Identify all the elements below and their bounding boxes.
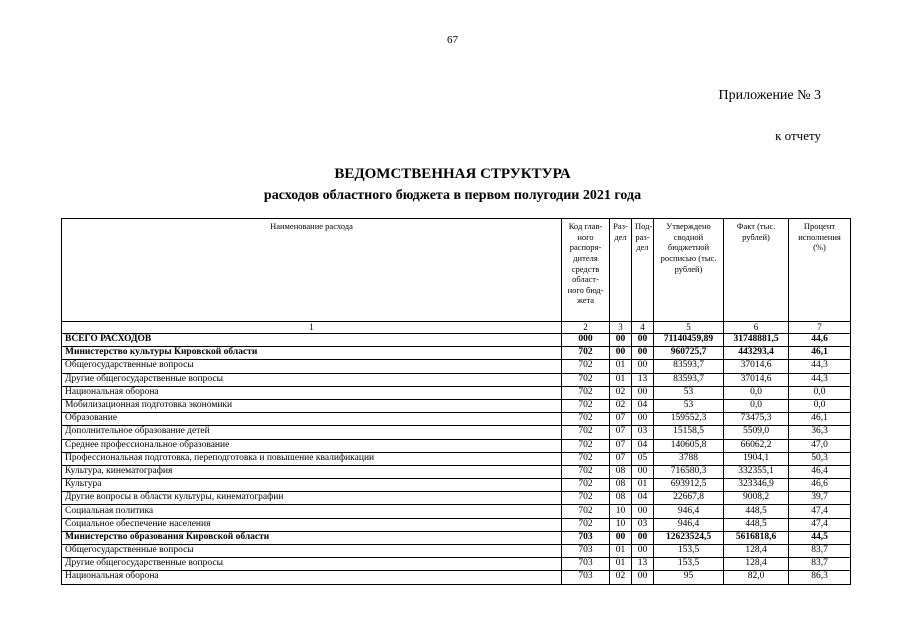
fact-amount-cell: 128,4: [724, 545, 789, 558]
percent-cell: 47,4: [789, 518, 851, 531]
subsection-cell: 03: [632, 426, 654, 439]
fact-amount-cell: 9008,2: [724, 492, 789, 505]
fact-amount-cell: 66062,2: [724, 439, 789, 452]
expense-name-cell: Общегосударственные вопросы: [62, 545, 562, 558]
expense-name-cell: Дополнительное образование детей: [62, 426, 562, 439]
expense-name-cell: Социальная политика: [62, 505, 562, 518]
table-row: [62, 571, 851, 584]
fact-amount-cell: 82,0: [724, 571, 789, 584]
approved-amount-cell: 22667,8: [654, 492, 724, 505]
section-cell: 02: [610, 386, 632, 399]
column-number: 7: [789, 322, 851, 334]
subsection-cell: 13: [632, 558, 654, 571]
percent-cell: 44,3: [789, 373, 851, 386]
manager-code-cell: 702: [562, 426, 610, 439]
table-row: [62, 439, 851, 452]
expense-name-cell: Общегосударственные вопросы: [62, 360, 562, 373]
fact-amount-cell: 5616818,6: [724, 531, 789, 544]
manager-code-cell: 702: [562, 360, 610, 373]
fact-amount-cell: 323346,9: [724, 479, 789, 492]
section-cell: 08: [610, 492, 632, 505]
approved-amount-cell: 53: [654, 386, 724, 399]
percent-cell: 83,7: [789, 545, 851, 558]
fact-amount-cell: 31748881,5: [724, 334, 789, 347]
expense-name-cell: Другие вопросы в области культуры, кинематографии: [62, 492, 562, 505]
expense-name-cell: ВСЕГО РАСХОДОВ: [62, 334, 562, 347]
document-subtitle: расходов областного бюджета в первом полугодии 2021 года: [263, 188, 642, 203]
section-cell: 07: [610, 452, 632, 465]
percent-cell: 47,0: [789, 439, 851, 452]
section-cell: 10: [610, 518, 632, 531]
table-row: [62, 558, 851, 571]
fact-amount-cell: 0,0: [724, 386, 789, 399]
page-number: 67: [447, 34, 458, 46]
column-number: 5: [654, 322, 724, 334]
fact-amount-cell: 37014,6: [724, 373, 789, 386]
annex-label: Приложение № 3: [718, 88, 821, 103]
fact-amount-cell: 128,4: [724, 558, 789, 571]
approved-amount-cell: 15158,5: [654, 426, 724, 439]
header-percent: Процент исполнения (%): [789, 219, 851, 322]
section-cell: 02: [610, 399, 632, 412]
percent-cell: 44,5: [789, 531, 851, 544]
percent-cell: 39,7: [789, 492, 851, 505]
percent-cell: 86,3: [789, 571, 851, 584]
header-expense-name: Наименование расхода: [62, 219, 562, 322]
approved-amount-cell: 83593,7: [654, 360, 724, 373]
subsection-cell: 00: [632, 334, 654, 347]
budget-table: [61, 218, 851, 585]
column-number-row: [62, 322, 851, 334]
expense-name-cell: Министерство образования Кировской области: [62, 531, 562, 544]
table-row: [62, 492, 851, 505]
manager-code-cell: 702: [562, 518, 610, 531]
expense-name-cell: Национальная оборона: [62, 386, 562, 399]
percent-cell: 46,6: [789, 479, 851, 492]
expense-name-cell: Среднее профессиональное образование: [62, 439, 562, 452]
manager-code-cell: 703: [562, 531, 610, 544]
expense-name-cell: Другие общегосударственные вопросы: [62, 373, 562, 386]
table-header-row: [62, 219, 851, 322]
percent-cell: 83,7: [789, 558, 851, 571]
manager-code-cell: 702: [562, 386, 610, 399]
table-row: [62, 373, 851, 386]
expense-name-cell: Национальная оборона: [62, 571, 562, 584]
manager-code-cell: 703: [562, 571, 610, 584]
header-approved: Утверждено сводной бюджетной росписью (тыс. рублей): [654, 219, 724, 322]
manager-code-cell: 000: [562, 334, 610, 347]
subsection-cell: 04: [632, 439, 654, 452]
subsection-cell: 03: [632, 518, 654, 531]
table-row: [62, 360, 851, 373]
table-body: [62, 334, 851, 585]
manager-code-cell: 702: [562, 492, 610, 505]
manager-code-cell: 702: [562, 479, 610, 492]
table-row: [62, 426, 851, 439]
subsection-cell: 04: [632, 399, 654, 412]
percent-cell: 0,0: [789, 386, 851, 399]
section-cell: 02: [610, 571, 632, 584]
table-row: [62, 518, 851, 531]
percent-cell: 46,1: [789, 413, 851, 426]
fact-amount-cell: 332355,1: [724, 465, 789, 478]
expense-name-cell: Образование: [62, 413, 562, 426]
table-row: [62, 465, 851, 478]
fact-amount-cell: 0,0: [724, 399, 789, 412]
table-row: [62, 545, 851, 558]
approved-amount-cell: 716580,3: [654, 465, 724, 478]
manager-code-cell: 702: [562, 413, 610, 426]
table-row: [62, 334, 851, 347]
approved-amount-cell: 946,4: [654, 518, 724, 531]
expense-name-cell: Другие общегосударственные вопросы: [62, 558, 562, 571]
fact-amount-cell: 5509,0: [724, 426, 789, 439]
section-cell: 01: [610, 558, 632, 571]
expense-name-cell: Культура: [62, 479, 562, 492]
approved-amount-cell: 946,4: [654, 505, 724, 518]
approved-amount-cell: 159552,3: [654, 413, 724, 426]
document-title: ВЕДОМСТВЕННАЯ СТРУКТУРА: [334, 166, 571, 182]
percent-cell: 46,1: [789, 347, 851, 360]
approved-amount-cell: 53: [654, 399, 724, 412]
section-cell: 07: [610, 413, 632, 426]
expense-name-cell: Министерство культуры Кировской области: [62, 347, 562, 360]
section-cell: 10: [610, 505, 632, 518]
subsection-cell: 00: [632, 505, 654, 518]
approved-amount-cell: 83593,7: [654, 373, 724, 386]
percent-cell: 0,0: [789, 399, 851, 412]
header-section: Раз-дел: [610, 219, 632, 322]
approved-amount-cell: 3788: [654, 452, 724, 465]
subsection-cell: 01: [632, 479, 654, 492]
section-cell: 00: [610, 531, 632, 544]
manager-code-cell: 702: [562, 347, 610, 360]
approved-amount-cell: 140605,8: [654, 439, 724, 452]
fact-amount-cell: 37014,6: [724, 360, 789, 373]
fact-amount-cell: 448,5: [724, 518, 789, 531]
table-row: [62, 399, 851, 412]
table-row: [62, 531, 851, 544]
manager-code-cell: 703: [562, 558, 610, 571]
table-row: [62, 452, 851, 465]
manager-code-cell: 702: [562, 399, 610, 412]
percent-cell: 44,6: [789, 334, 851, 347]
percent-cell: 46,4: [789, 465, 851, 478]
approved-amount-cell: 12623524,5: [654, 531, 724, 544]
header-subsection: Под-раз-дел: [632, 219, 654, 322]
report-reference: к отчету: [775, 128, 821, 143]
percent-cell: 47,4: [789, 505, 851, 518]
subsection-cell: 00: [632, 531, 654, 544]
section-cell: 08: [610, 479, 632, 492]
percent-cell: 44,3: [789, 360, 851, 373]
column-number: 3: [610, 322, 632, 334]
subsection-cell: 04: [632, 492, 654, 505]
manager-code-cell: 702: [562, 373, 610, 386]
percent-cell: 36,3: [789, 426, 851, 439]
section-cell: 08: [610, 465, 632, 478]
section-cell: 00: [610, 334, 632, 347]
fact-amount-cell: 448,5: [724, 505, 789, 518]
expense-name-cell: Социальное обеспечение населения: [62, 518, 562, 531]
approved-amount-cell: 153,5: [654, 545, 724, 558]
subsection-cell: 00: [632, 571, 654, 584]
manager-code-cell: 703: [562, 545, 610, 558]
manager-code-cell: 702: [562, 465, 610, 478]
table-row: [62, 413, 851, 426]
section-cell: 00: [610, 347, 632, 360]
subsection-cell: 00: [632, 545, 654, 558]
section-cell: 07: [610, 439, 632, 452]
manager-code-cell: 702: [562, 505, 610, 518]
section-cell: 01: [610, 545, 632, 558]
section-cell: 01: [610, 373, 632, 386]
manager-code-cell: 702: [562, 439, 610, 452]
header-manager-code: Код глав-ного распоря-дителя средств област-ного бюд-жета: [562, 219, 610, 322]
approved-amount-cell: 960725,7: [654, 347, 724, 360]
subsection-cell: 00: [632, 360, 654, 373]
fact-amount-cell: 73475,3: [724, 413, 789, 426]
section-cell: 07: [610, 426, 632, 439]
fact-amount-cell: 1904,1: [724, 452, 789, 465]
manager-code-cell: 702: [562, 452, 610, 465]
expense-name-cell: Мобилизационная подготовка экономики: [62, 399, 562, 412]
approved-amount-cell: 693912,5: [654, 479, 724, 492]
column-number: 6: [724, 322, 789, 334]
expense-name-cell: Культура, кинематография: [62, 465, 562, 478]
subsection-cell: 05: [632, 452, 654, 465]
table-row: [62, 479, 851, 492]
subsection-cell: 00: [632, 386, 654, 399]
table-row: [62, 505, 851, 518]
approved-amount-cell: 153,5: [654, 558, 724, 571]
column-number: 2: [562, 322, 610, 334]
fact-amount-cell: 443293,4: [724, 347, 789, 360]
expense-name-cell: Профессиональная подготовка, переподготовка и повышение квалификации: [62, 452, 562, 465]
subsection-cell: 00: [632, 347, 654, 360]
table-row: [62, 347, 851, 360]
subsection-cell: 13: [632, 373, 654, 386]
approved-amount-cell: 71140459,89: [654, 334, 724, 347]
subsection-cell: 00: [632, 413, 654, 426]
table-row: [62, 386, 851, 399]
percent-cell: 50,3: [789, 452, 851, 465]
section-cell: 01: [610, 360, 632, 373]
header-fact: Факт (тыс. рублей): [724, 219, 789, 322]
column-number: 1: [62, 322, 562, 334]
approved-amount-cell: 95: [654, 571, 724, 584]
column-number: 4: [632, 322, 654, 334]
subsection-cell: 00: [632, 465, 654, 478]
